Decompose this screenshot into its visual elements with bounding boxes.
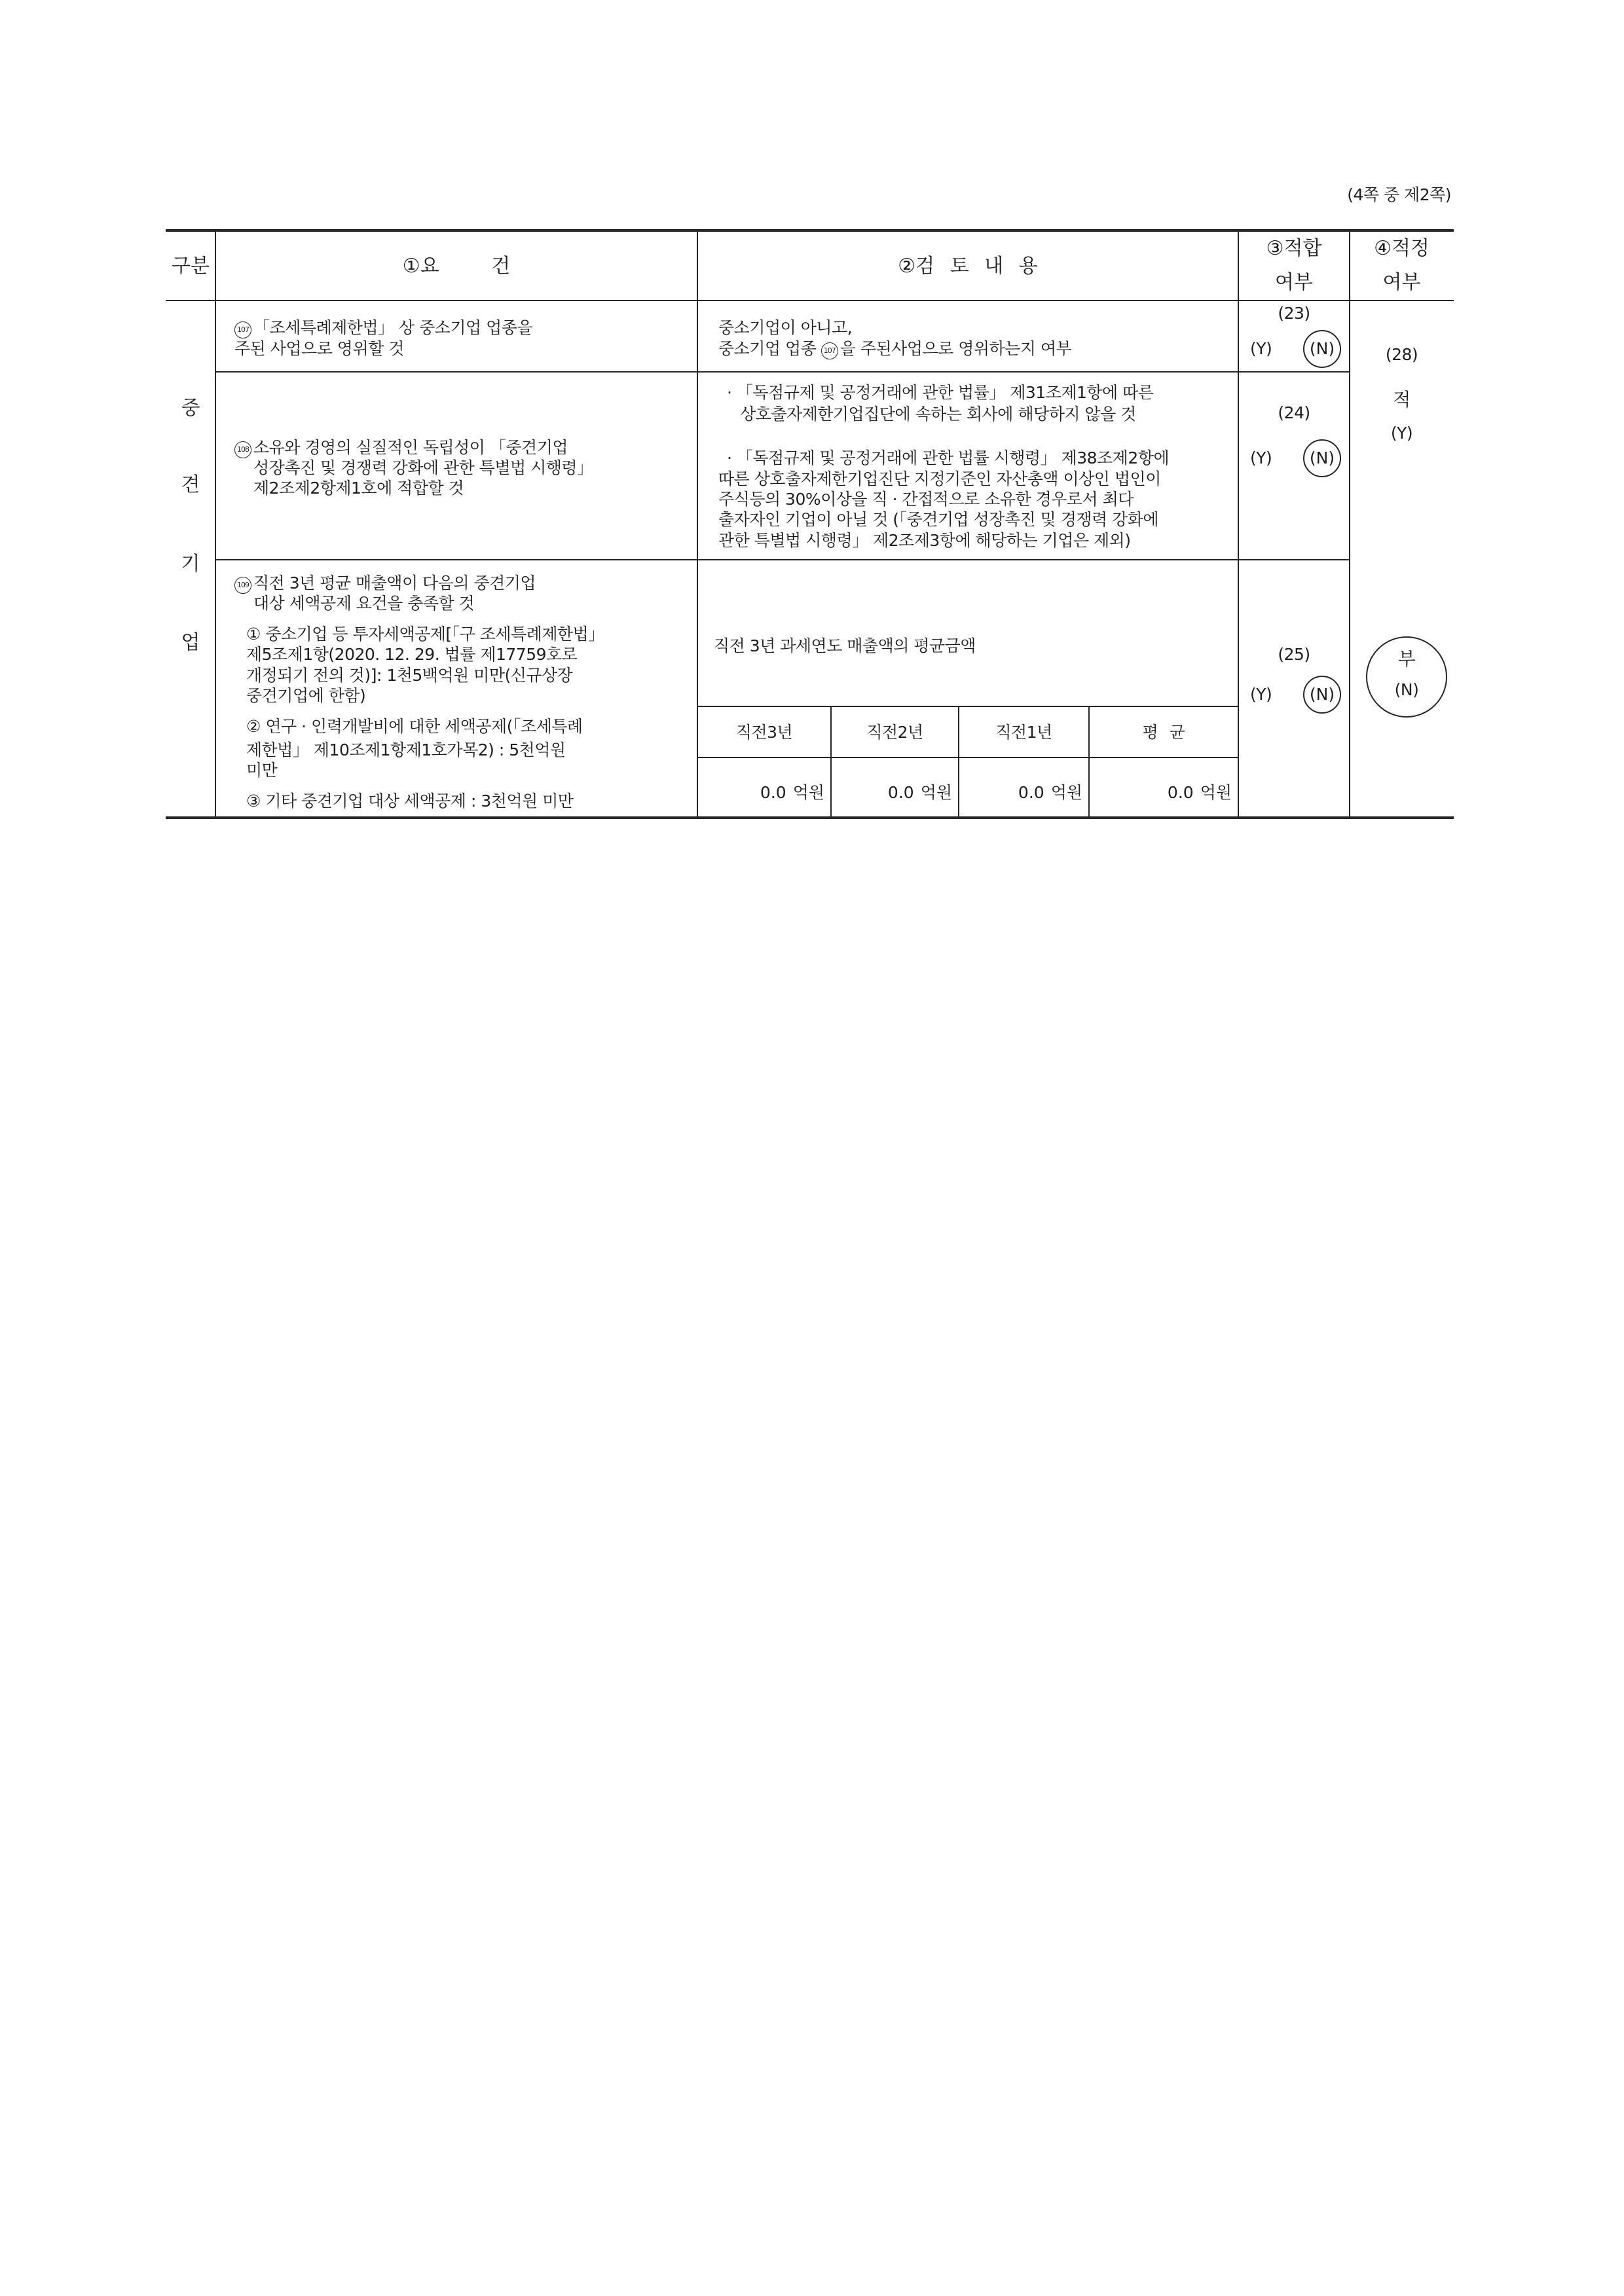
- row2-review-bullet2-line: · 「독점규제 및 공정거래에 관한 법률 시행령」 제38조제2항에: [727, 448, 1170, 467]
- row1-bottom-border: [215, 371, 1350, 373]
- category-char: 업: [181, 631, 200, 654]
- category-char: 중: [181, 397, 200, 420]
- header-appropriate-line2: 여부: [1382, 271, 1421, 294]
- row1-requirement-line: [234, 318, 532, 338]
- row2-bottom-border: [215, 559, 1350, 560]
- sales-unit: 억원: [920, 783, 952, 802]
- sales-unit: 억원: [1200, 783, 1232, 802]
- row2-review-bullet2-line: 주식등의 30%이상을 직 · 간접적으로 소유한 경우로서 최다: [718, 490, 1134, 509]
- row3-item1-line: ① 중소기업 등 투자세액공제[「구 조세특례제한법」: [246, 625, 604, 644]
- item-number-badge: 107: [234, 321, 251, 338]
- row2-fit-code: (24): [1278, 403, 1310, 422]
- header-requirement: ①요 건: [402, 255, 511, 278]
- sales-value-cell: [959, 782, 1089, 803]
- row3-fit-code: (25): [1278, 645, 1310, 664]
- review-text: 을 주된사업으로 영위하는지 여부: [840, 339, 1072, 358]
- item-number-badge: 109: [234, 577, 251, 594]
- review-text: 중소기업 업종: [718, 339, 821, 358]
- row1-review-line: 중소기업이 아니고,: [718, 318, 853, 337]
- column-divider-1: [215, 230, 216, 818]
- sales-value-cell: [697, 782, 831, 803]
- appropriate-no-code: (N): [1394, 680, 1419, 699]
- requirement-text: 「조세특례제한법」 상 중소기업 업종을: [253, 318, 533, 337]
- requirement-text: 직전 3년 평균 매출액이 다음의 중견기업: [253, 574, 536, 592]
- row3-item1-line: 중견기업에 한함): [246, 686, 366, 705]
- row3-review-text: 직전 3년 과세연도 매출액의 평균금액: [714, 636, 976, 655]
- row1-review-line: [718, 338, 1071, 359]
- sales-table-top-border: [697, 706, 1238, 707]
- sales-value: 0.0: [760, 783, 786, 802]
- row3-fit-yes: (Y): [1250, 685, 1272, 704]
- item-number-badge: 108: [234, 441, 251, 458]
- row3-item1-line: 개정되기 전의 것)]: 1천5백억원 미만(신규상장: [246, 666, 573, 685]
- sales-value: 0.0: [887, 783, 914, 802]
- row3-item3-line: ③ 기타 중견기업 대상 세액공제 : 3천억원 미만: [246, 792, 574, 811]
- category-char: 기: [181, 553, 200, 575]
- row2-review-bullet1-line: 상호출자제한기업집단에 속하는 회사에 해당하지 않을 것: [740, 405, 1136, 424]
- sales-unit: 억원: [792, 783, 824, 802]
- row3-item1-line: 제5조제1항(2020. 12. 29. 법률 제17759호로: [246, 645, 578, 664]
- row2-review-bullet2-line: 관한 특별법 시행령」 제2조제3항에 해당하는 기업은 제외): [718, 531, 1131, 550]
- appropriate-yes-code: (Y): [1390, 424, 1413, 443]
- row3-item2-line: 미만: [246, 761, 278, 780]
- row3-item2-line: ② 연구 · 인력개발비에 대한 세액공제(「조세특례: [246, 717, 583, 736]
- sales-value-cell: [831, 782, 959, 803]
- row1-fit-yes: (Y): [1250, 339, 1272, 358]
- appropriate-no-label: 부: [1397, 648, 1416, 670]
- category-char: 견: [181, 473, 200, 496]
- requirement-text: 소유와 경영의 실질적인 독립성이 「중견기업: [253, 438, 568, 457]
- row1-requirement-line: 주된 사업으로 영위할 것: [234, 339, 404, 358]
- sales-value: 0.0: [1167, 783, 1194, 802]
- header-review: ②검 토 내 용: [898, 255, 1038, 278]
- sales-header-cell: 직전1년: [995, 723, 1052, 742]
- sales-header-cell: 직전3년: [735, 723, 793, 742]
- row2-review-bullet1-line: · 「독점규제 및 공정거래에 관한 법률」 제31조제1항에 따른: [727, 383, 1154, 402]
- sales-header-cell: 직전2년: [866, 723, 923, 742]
- sales-header-cell: 평 균: [1142, 723, 1185, 742]
- sales-table-header-border: [697, 757, 1238, 758]
- header-bottom-border: [166, 300, 1454, 301]
- row2-requirement-line: 성장촉진 및 경쟁력 강화에 관한 특별법 시행령」: [253, 458, 593, 477]
- appropriate-no-selected: [1366, 636, 1447, 718]
- table-bottom-border: [166, 816, 1454, 819]
- row2-requirement-line: 제2조제2항제1호에 적합할 것: [253, 479, 464, 498]
- row1-fit-no-selected: (N): [1303, 330, 1341, 368]
- row2-requirement-line: [234, 437, 568, 458]
- row2-review-bullet2-line: 따른 상호출자제한기업진단 지정기준인 자산총액 이상인 법인이: [718, 469, 1161, 488]
- page-indicator: (4쪽 중 제2쪽): [1347, 185, 1451, 204]
- sales-value-cell: [1089, 782, 1238, 803]
- header-category: 구분: [172, 255, 210, 278]
- row2-review-bullet2-line: 출자자인 기업이 아닐 것 (「중견기업 성장촉진 및 경쟁력 강화에: [718, 510, 1159, 529]
- row3-requirement-line: [234, 573, 536, 594]
- appropriate-yes-label: 적: [1393, 389, 1411, 410]
- row3-fit-no-selected: (N): [1303, 676, 1341, 714]
- appropriate-code: (28): [1385, 345, 1418, 364]
- row2-fit-yes: (Y): [1250, 448, 1272, 467]
- sales-unit: 억원: [1050, 783, 1082, 802]
- header-fit-line2: 여부: [1275, 271, 1313, 294]
- sales-value: 0.0: [1018, 783, 1044, 802]
- header-fit-line1: ③적합: [1266, 237, 1322, 260]
- table-top-border: [166, 229, 1454, 232]
- row3-item2-line: 제한법」 제10조제1항제1호가목2) : 5천억원: [246, 740, 566, 759]
- header-appropriate-line1: ④적정: [1374, 237, 1430, 260]
- item-number-badge: 107: [821, 342, 838, 359]
- row1-fit-code: (23): [1278, 304, 1310, 323]
- row3-requirement-line: 대상 세액공제 요건을 충족할 것: [253, 594, 475, 613]
- row2-fit-no-selected: (N): [1303, 439, 1341, 477]
